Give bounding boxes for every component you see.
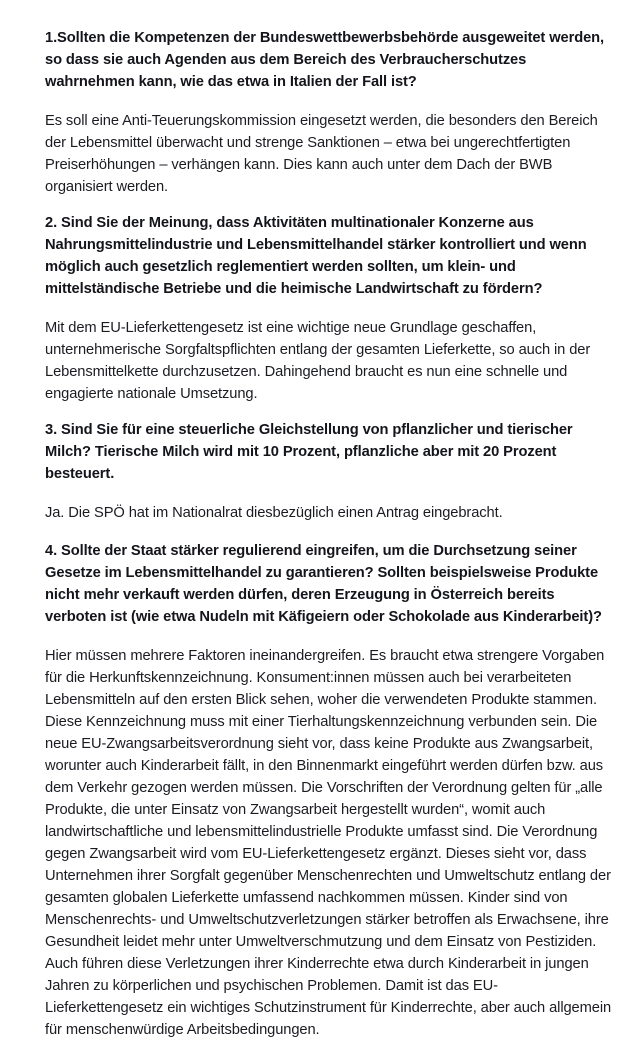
spacer — [45, 405, 615, 419]
spacer — [45, 631, 615, 645]
question-text-3: 3. Sind Sie für eine steuerliche Gleichstellung von pflanzlicher und tierischer Milch? Tierische Milch wird mit 10 Prozent, pflanzliche aber mit 20 Prozent besteuert. — [45, 422, 573, 482]
spacer — [45, 96, 615, 110]
answer-text-4: Hier müssen mehrere Faktoren ineinandergreifen. Es braucht etwa strengere Vorgaben für die Herkunftskennzeichnung. Konsument:innen müssen auch bei verarbeiteten Lebensmitteln auf den ersten Blick sehen, woher die verwendeten Produkte stammen. Diese Kennzeichnung muss mit einer Tierhaltungskennzeichnung verbunden sein. Die neue EU-Zwangsarbeitsverordnung sieht vor, dass keine Produkte aus Zwangsarbeit, worunter auch Kinderarbeit fällt, in den Binnenmarkt eingeführt werden dürfen bzw. aus dem Verkehr gezogen werden müssen. Die Vorschriften der Verordnung gelten für „alle Produkte, die unter Einsatz von Zwangsarbeit hergestellt wurden“, womit auch landwirtschaftliche und lebensmittelindustrielle Produkte umfasst sind. Die Verordnung gegen Zwangsarbeit wird vom EU-Lieferkettengesetz ergänzt. Dieses sieht vor, dass Unternehmen ihrer Sorgfalt gegenüber Menschenrechten und Umweltschutz entlang der gesamten globalen Lieferkette umfassend nachkommen müssen. Kinder sind von Menschenrechts- und Umweltschutzverletzungen stärker betroffen als Erwachsene, ihre Gesundheit leidet mehr unter Umweltverschmutzung und dem Einsatz von Pestiziden. Auch führen diese Verletzungen ihrer Kinderrechte etwa durch Kinderarbeit in jungen Jahren zu körperlichen und psychischen Problemen. Damit ist das EU-Lieferkettengesetz ein wichtiges Schutzinstrument für Kinderrechte, aber auch allgemein für menschenwürdige Arbeitsbedingungen. — [45, 648, 612, 1038]
spacer — [45, 524, 615, 540]
question-text-1: 1.Sollten die Kompetenzen der Bundeswettbewerbsbehörde ausgeweitet werden, so dass sie auch Agenden aus dem Bereich des Verbraucherschutzes wahrnehmen kann, wie das etwa in Italien der Fall ist? — [45, 30, 605, 90]
answer-text-1: Es soll eine Anti-Teuerungskommission eingesetzt werden, die besonders den Bereich der Lebensmittel überwacht und strenge Sanktionen – etwa bei ungerechtfertigten Preiserhöhungen – verhängen kann. Dies kann auch unter dem Dach der BWB organisiert werden. — [45, 113, 598, 195]
answer-text-3: Ja. Die SPÖ hat im Nationalrat diesbezüglich einen Antrag eingebracht. — [45, 505, 503, 521]
spacer — [45, 488, 615, 502]
answer-text-2: Mit dem EU-Lieferkettengesetz ist eine wichtige neue Grundlage geschaffen, unternehmerische Sorgfaltspflichten entlang der gesamten Lieferkette, so auch in der Lebensmittelkette durchzusetzen. Dahingehend braucht es nun eine schnelle und engagierte nationale Umsetzung. — [45, 320, 591, 402]
question-text-4: 4. Sollte der Staat stärker regulierend eingreifen, um die Durchsetzung seiner Gesetze im Lebensmittelhandel zu garantieren? Sollten beispielsweise Produkte nicht mehr verkauft werden dürfen, deren Erzeugung in Österreich bereits verboten ist (wie etwa Nudeln mit Käfigeiern oder Schokolade aus Kinderarbeit)? — [45, 543, 602, 625]
qa-block-1 — [45, 27, 615, 212]
spacer — [45, 198, 615, 212]
qa-block-3 — [45, 419, 615, 540]
question-text-2: 2. Sind Sie der Meinung, dass Aktivitäten multinationaler Konzerne aus Nahrungsmittelindustrie und Lebensmittelhandel stärker kontrolliert und wenn möglich auch gesetzlich reglementiert werden sollten, um klein- und mittelständische Betriebe und die heimische Landwirtschaft zu fördern? — [45, 215, 587, 297]
qa-block-2 — [45, 212, 615, 419]
spacer — [45, 303, 615, 317]
qa-block-4 — [45, 540, 615, 1041]
